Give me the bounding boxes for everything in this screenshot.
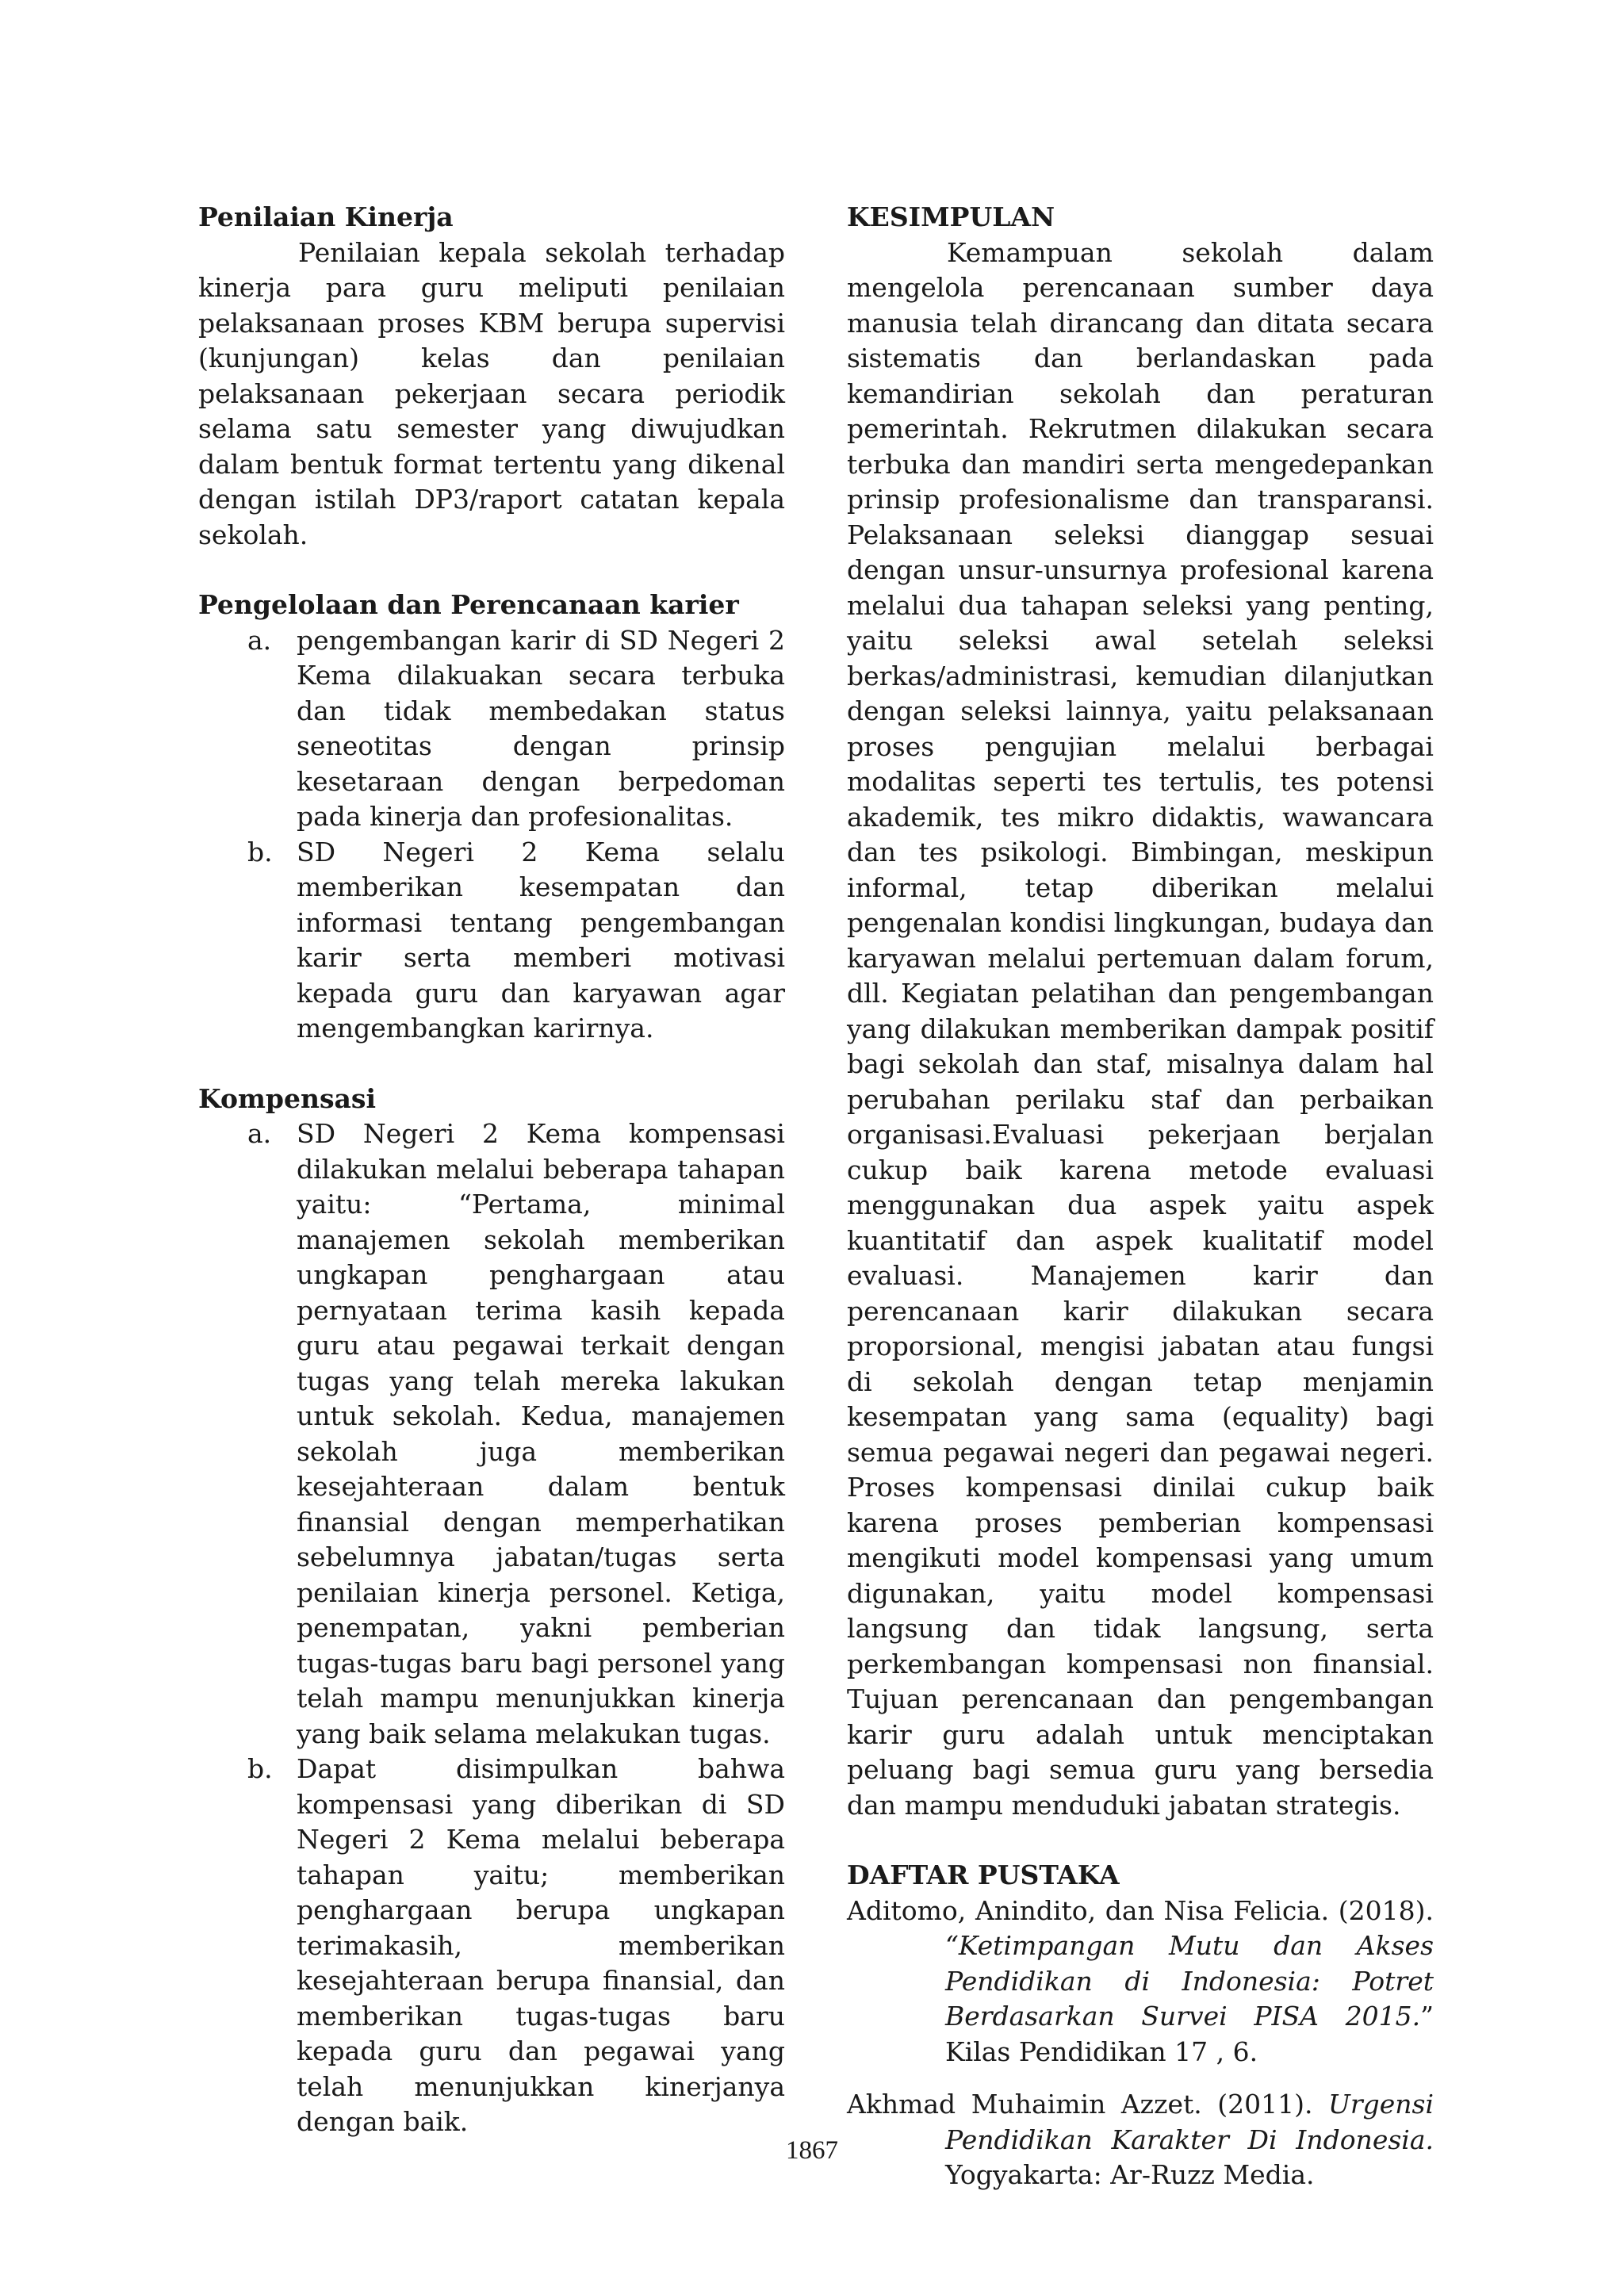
reference-authors: Aditomo, Anindito, dan Nisa Felicia. (2018).	[847, 1894, 1434, 1926]
list-item	[198, 835, 785, 1047]
list-item-text: SD Negeri 2 Kema selalu memberikan kesempatan dan informasi tentang pengembangan karir serta memberi motivasi kepada guru dan karyawan agar mengembangkan karirnya.	[297, 836, 785, 1044]
list-kompensasi	[198, 1116, 785, 2140]
list-item-text: pengembangan karir di SD Negeri 2 Kema dilakuakan secara terbuka dan tidak membedakan status seneotitas dengan prinsip kesetaraan dengan berpedoman pada kinerja dan profesionalitas.	[297, 624, 785, 832]
heading-kesimpulan: KESIMPULAN	[847, 201, 1055, 232]
left-column	[198, 200, 785, 2140]
paragraph-penilaian-kinerja: Penilaian kepala sekolah terhadap kinerja para guru meliputi penilaian pelaksanaan proses KBM berupa supervisi (kunjungan) kelas dan penilaian pelaksanaan pekerjaan secara periodik selama satu semester yang diwujudkan dalam bentuk format tertentu yang dikenal dengan istilah DP3/raport catatan kepala sekolah.	[198, 236, 785, 550]
page-number: 1867	[786, 2136, 838, 2165]
list-item	[198, 1752, 785, 2140]
heading-pengelolaan-karier: Pengelolaan dan Perencanaan karier	[198, 589, 739, 620]
heading-daftar-pustaka: DAFTAR PUSTAKA	[847, 1859, 1120, 1890]
list-marker: b.	[247, 1753, 273, 1784]
list-marker: a.	[247, 1118, 272, 1149]
list-item	[198, 1116, 785, 1752]
paragraph-kesimpulan: Kemampuan sekolah dalam mengelola perencanaan sumber daya manusia telah dirancang dan ditata secara sistematis dan berlandaskan pada kemandirian sekolah dan peraturan pemerintah. Rekrutmen dilakukan secara terbuka dan mandiri serta mengedepankan prinsip profesionalisme dan transparansi. Pelaksanaan seleksi dianggap sesuai dengan unsur-unsurnya profesional karena melalui dua tahapan seleksi yang penting, yaitu seleksi awal setelah seleksi berkas/administrasi, kemudian dilanjutkan dengan seleksi lainnya, yaitu pelaksanaan proses pengujian melalui berbagai modalitas seperti tes tertulis, tes potensi akademik, tes mikro didaktis, wawancara dan tes psikologi. Bimbingan, meskipun informal, tetap diberikan melalui pengenalan kondisi lingkungan, budaya dan karyawan melalui pertemuan dalam forum, dll. Kegiatan pelatihan dan pengembangan yang dilakukan memberikan dampak positif bagi sekolah dan staf, misalnya dalam hal perubahan perilaku staf dan perbaikan organisasi.Evaluasi pekerjaan berjalan cukup baik karena metode evaluasi menggunakan dua aspek yaitu aspek kuantitatif dan aspek kualitatif model evaluasi. Manajemen karir dan perencanaan karir dilakukan secara proporsional, mengisi jabatan atau fungsi di sekolah dengan tetap menjamin kesempatan yang sama (equality) bagi semua pegawai negeri dan pegawai negeri. Proses kompensasi dinilai cukup baik karena proses pemberian kompensasi mengikuti model kompensasi yang umum digunakan, yaitu model kompensasi langsung dan tidak langsung, serta perkembangan kompensasi non finansial. Tujuan perencanaan dan pengembangan karir guru adalah untuk menciptakan peluang bagi semua guru yang bersedia dan mampu menduduki jabatan strategis.	[847, 236, 1434, 1821]
right-column	[847, 200, 1434, 2193]
reference-title: “Ketimpangan Mutu dan Akses Pendidikan di Indonesia: Potret Berdasarkan Survei PISA 2015.	[945, 1930, 1434, 2032]
heading-penilaian-kinerja: Penilaian Kinerja	[198, 201, 454, 232]
list-item	[198, 623, 785, 835]
list-item-text: SD Negeri 2 Kema kompensasi dilakukan melalui beberapa tahapan yaitu: “Pertama, minimal manajemen sekolah memberikan ungkapan penghargaan atau pernyataan terima kasih kepada guru atau pegawai terkait dengan tugas yang telah mereka lakukan untuk sekolah. Kedua, manajemen sekolah juga memberikan kesejahteraan dalam bentuk finansial dengan memperhatikan sebelumnya jabatan/tugas serta penilaian kinerja personel. Ketiga, penempatan, yakni pemberian tugas-tugas baru bagi personel yang telah mampu menunjukkan kinerja yang baik selama melakukan tugas.	[297, 1118, 785, 1749]
heading-kompensasi: Kompensasi	[198, 1082, 377, 1114]
list-marker: a.	[247, 624, 272, 656]
reference-source: ” Kilas Pendidikan 17 , 6.	[945, 2001, 1434, 2067]
reference-authors: Akhmad Muhaimin Azzet. (2011).	[847, 2089, 1329, 2120]
list-marker: b.	[247, 836, 273, 867]
reference-entry	[847, 1894, 1434, 2070]
reference-source: Yogyakarta: Ar-Ruzz Media.	[945, 2159, 1315, 2190]
reference-title: Urgensi Pendidikan Karakter Di Indonesia.	[945, 2089, 1434, 2155]
list-item-text: Dapat disimpulkan bahwa kompensasi yang diberikan di SD Negeri 2 Kema melalui beberapa tahapan yaitu; memberikan penghargaan berupa ungkapan terimakasih, memberikan kesejahteraan berupa finansial, dan memberikan tugas-tugas baru kepada guru dan pegawai yang telah menunjukkan kinerjanya dengan baik.	[297, 1753, 785, 2137]
list-pengelolaan-karier	[198, 623, 785, 1047]
